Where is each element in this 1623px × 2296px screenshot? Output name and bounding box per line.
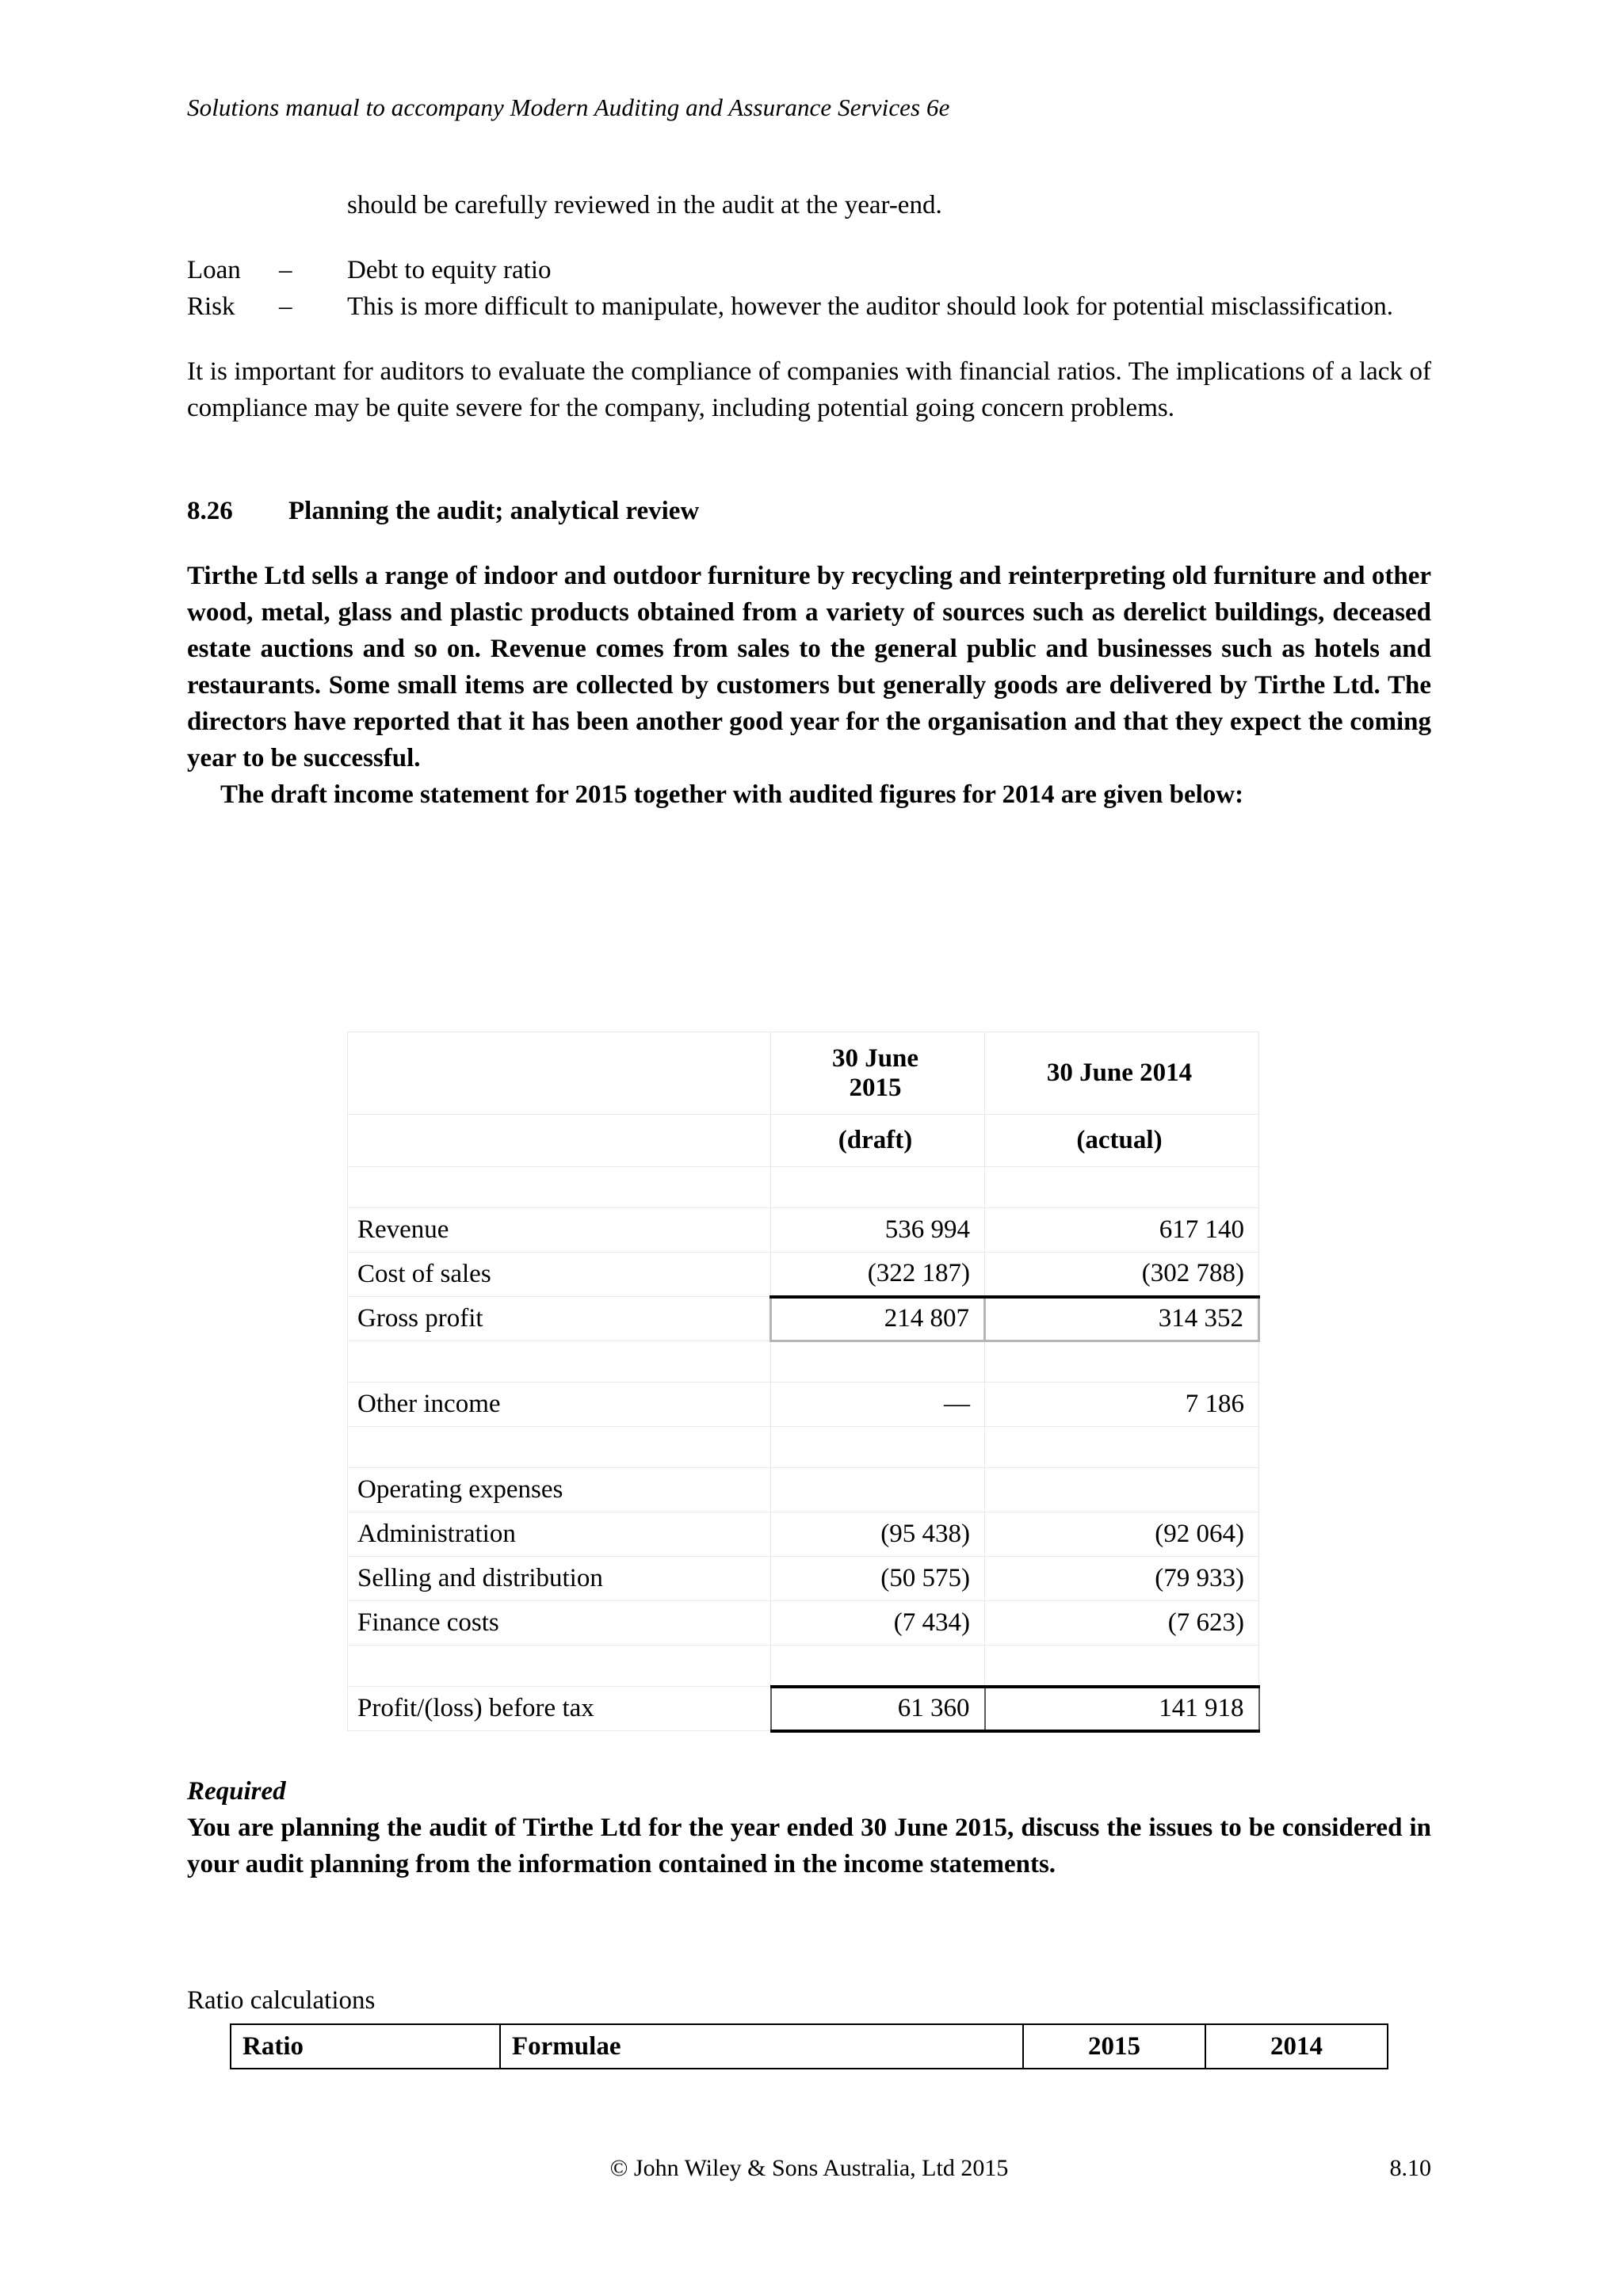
table-spacer-row xyxy=(348,1427,1259,1468)
header-cell-actual: (actual) xyxy=(985,1115,1259,1167)
header-cell-blank-2 xyxy=(348,1115,771,1167)
row-value-2015: — xyxy=(771,1383,985,1427)
section-number: 8.26 xyxy=(187,497,233,525)
year-2015-column-header: 2015 xyxy=(1023,2024,1205,2069)
row-value-2014: (7 623) xyxy=(985,1601,1259,1646)
header-cell-2015 xyxy=(771,1032,985,1115)
row-value-2015: (95 438) xyxy=(771,1512,985,1557)
row-label: Cost of sales xyxy=(348,1253,771,1297)
formulae-column-header: Formulae xyxy=(500,2024,1023,2069)
continuation-line: should be carefully reviewed in the audit at the year-end. xyxy=(347,191,942,219)
row-value-2015: 536 994 xyxy=(771,1208,985,1253)
header-cell-blank xyxy=(348,1032,771,1115)
definition-description: This is more difficult to manipulate, however the auditor should look for potential misclassification. xyxy=(347,292,1394,321)
table-row xyxy=(348,1383,1259,1427)
table-row-total xyxy=(348,1687,1259,1731)
definition-dash: – xyxy=(279,292,292,321)
income-statement-table-wrapper xyxy=(347,1032,1258,1733)
footer-inner xyxy=(187,2155,1431,2187)
table-intro-paragraph: The draft income statement for 2015 together with audited figures for 2014 are given below: xyxy=(220,780,1244,809)
income-statement-table xyxy=(347,1032,1260,1733)
row-label: Other income xyxy=(348,1383,771,1427)
row-value-2015: (322 187) xyxy=(771,1253,985,1297)
row-label: Profit/(loss) before tax xyxy=(348,1687,771,1731)
spacer-cell xyxy=(985,1646,1259,1687)
row-value-2015: (50 575) xyxy=(771,1557,985,1601)
row-value-2014: (92 064) xyxy=(985,1512,1259,1557)
main-content xyxy=(187,187,1431,813)
row-label: Finance costs xyxy=(348,1601,771,1646)
spacer-cell xyxy=(348,1427,771,1468)
row-value-2015: 214 807 xyxy=(771,1297,985,1341)
row-value-2014: 617 140 xyxy=(985,1208,1259,1253)
definition-dash: – xyxy=(279,256,292,284)
spacer-cell xyxy=(771,1341,985,1383)
page-number: 8.10 xyxy=(1389,2155,1431,2181)
ratio-calculations-caption: Ratio calculations xyxy=(187,1986,376,2015)
table-row xyxy=(348,1253,1259,1297)
header-cell-draft: (draft) xyxy=(771,1115,985,1167)
table-spacer-row xyxy=(348,1341,1259,1383)
spacer-cell xyxy=(348,1341,771,1383)
row-value-2014: (302 788) xyxy=(985,1253,1259,1297)
definition-term: Loan xyxy=(187,256,241,284)
running-head: Solutions manual to accompany Modern Auditing and Assurance Services 6e xyxy=(187,93,950,121)
spacer-cell xyxy=(348,1646,771,1687)
spacer-cell xyxy=(771,1427,985,1468)
row-label: Selling and distribution xyxy=(348,1557,771,1601)
table-row xyxy=(348,1601,1259,1646)
row-value-2014 xyxy=(985,1468,1259,1512)
row-label: Operating expenses xyxy=(348,1468,771,1512)
ratio-calculations-table xyxy=(230,2023,1388,2069)
scenario-paragraph: Tirthe Ltd sells a range of indoor and outdoor furniture by recycling and reinterpreting old furniture and other wood, metal, glass and plastic products obtained from a variety of sources such as derelict buildings, deceased estate auctions and so on. Revenue comes from sales to the general public and businesses such as hotels and restaurants. Some small items are collected by customers but generally goods are delivered by Tirthe Ltd. The directors have reported that it has been another good year for the organisation and that they expect the coming year to be successful. xyxy=(187,562,1431,772)
table-spacer-row xyxy=(348,1167,1259,1208)
spacer-cell xyxy=(771,1646,985,1687)
row-value-2014: 7 186 xyxy=(985,1383,1259,1427)
page-footer xyxy=(187,2155,1431,2187)
row-value-2015: 61 360 xyxy=(771,1687,985,1731)
table-row xyxy=(348,1468,1259,1512)
compliance-paragraph: It is important for auditors to evaluate the compliance of companies with financial ratios. The implications of a lack of compliance may be quite severe for the company, including potential going concern problems. xyxy=(187,357,1431,422)
spacer-cell xyxy=(985,1341,1259,1383)
spacer-cell xyxy=(985,1167,1259,1208)
header-2015-line2: 2015 xyxy=(849,1073,902,1102)
table-row-subtotal xyxy=(348,1297,1259,1341)
table-row xyxy=(348,1512,1259,1557)
table-header-row-subtitles xyxy=(348,1115,1259,1167)
row-value-2014: 141 918 xyxy=(985,1687,1259,1731)
spacer xyxy=(187,483,1431,493)
section-heading xyxy=(187,493,1431,529)
spacer xyxy=(187,223,1431,252)
year-2014-column-header: 2014 xyxy=(1205,2024,1388,2069)
spacer-cell xyxy=(348,1167,771,1208)
required-block xyxy=(187,1773,1431,1882)
ratio-column-header: Ratio xyxy=(231,2024,500,2069)
row-label: Revenue xyxy=(348,1208,771,1253)
row-value-2014: (79 933) xyxy=(985,1557,1259,1601)
spacer xyxy=(187,426,1431,483)
table-row xyxy=(348,1557,1259,1601)
required-label: Required xyxy=(187,1777,286,1806)
definition-row-loan xyxy=(187,252,1431,288)
ratio-table-header-row xyxy=(231,2024,1388,2069)
spacer-cell xyxy=(985,1427,1259,1468)
table-row xyxy=(348,1208,1259,1253)
definition-row-risk xyxy=(187,288,1431,325)
row-label: Gross profit xyxy=(348,1297,771,1341)
header-cell-2014: 30 June 2014 xyxy=(985,1032,1259,1115)
section-title: Planning the audit; analytical review xyxy=(288,497,700,525)
row-label: Administration xyxy=(348,1512,771,1557)
ratio-calculations-block xyxy=(187,1982,1431,2069)
table-spacer-row xyxy=(348,1646,1259,1687)
row-value-2014: 314 352 xyxy=(985,1297,1259,1341)
spacer xyxy=(187,325,1431,353)
row-value-2015: (7 434) xyxy=(771,1601,985,1646)
spacer xyxy=(187,529,1431,558)
table-header-row-years xyxy=(348,1032,1259,1115)
required-text: You are planning the audit of Tirthe Ltd for the year ended 30 June 2015, discuss the issues to be considered in your audit planning from the information contained in the income statements. xyxy=(187,1814,1431,1878)
copyright-notice: © John Wiley & Sons Australia, Ltd 2015 xyxy=(609,2155,1009,2181)
spacer-cell xyxy=(771,1167,985,1208)
row-value-2015 xyxy=(771,1468,985,1512)
definition-term: Risk xyxy=(187,292,235,321)
header-2015-line1: 30 June xyxy=(831,1043,919,1073)
definition-description: Debt to equity ratio xyxy=(347,256,552,284)
